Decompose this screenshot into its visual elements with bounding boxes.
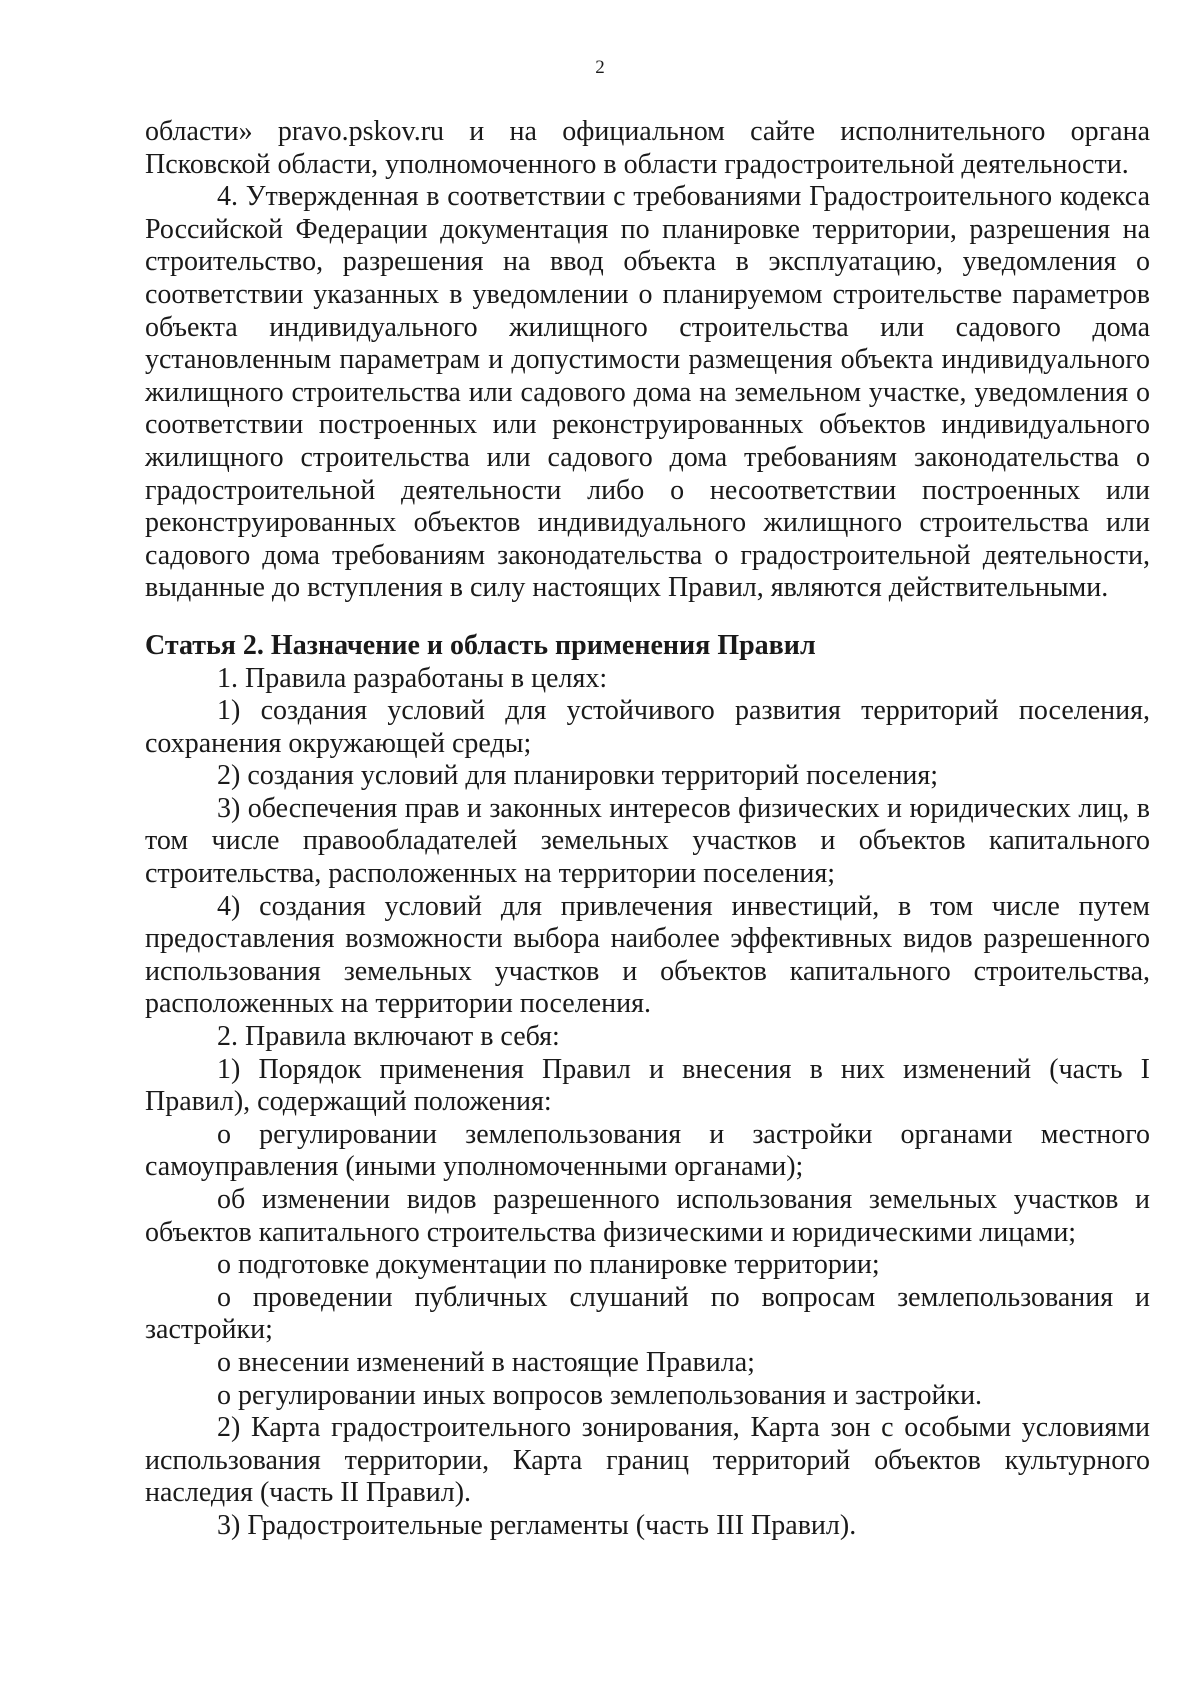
list-item: о проведении публичных слушаний по вопросам землепользования и застройки; — [145, 1281, 1150, 1346]
list-item: об изменении видов разрешенного использования земельных участков и объектов капитального строительства физическими и юридическими лицами; — [145, 1184, 1150, 1248]
list-item: 1. Правила разработаны в целях: — [217, 662, 608, 694]
paragraph-continuation: области» pravo.pskov.ru и на официальном сайте исполнительного органа Псковской области, уполномоченного в области градостроительной деятельности. — [145, 116, 1150, 180]
list-item: 3) обеспечения прав и законных интересов физических и юридических лиц, в том числе правообладателей земельных участков и объектов капитального строительства, расположенных на территории поселения; — [145, 792, 1150, 890]
paragraph-item-4: 4. Утвержденная в соответствии с требованиями Градостроительного кодекса Российской Федерации документация по планировке территории, разрешения на строительство, разрешения на ввод объекта в эксплуатацию, уведомления о соответствии указанных в уведомлении о планируемом строительстве параметров объекта индивидуального жилищного строительства или садового дома установленным параметрам и допустимости размещения объекта индивидуального жилищного строительства или садового дома на земельном участке, уведомления о соответствии построенных или реконструированных объектов индивидуального жилищного строительства или садового дома требованиям законодательства о градостроительной деятельности либо о несоответствии построенных или реконструированных объектов индивидуального жилищного строительства или садового дома требованиям законодательства о градостроительной деятельности, выданные до вступления в силу настоящих Правил, являются действительными. — [145, 181, 1150, 604]
list-item: 3) Градостроительные регламенты (часть III Правил). — [217, 1509, 857, 1541]
list-item: 4) создания условий для привлечения инвестиций, в том числе путем предоставления возможности выбора наиболее эффективных видов разрешенного использования земельных участков и объектов капитального строительства, расположенных на территории поселения. — [145, 890, 1150, 1020]
list-item: 2) Карта градостроительного зонирования, Карта зон с особыми условиями использования территории, Карта границ территорий объектов культурного наследия (часть II Правил). — [145, 1412, 1150, 1509]
list-item: о регулировании землепользования и застройки органами местного самоуправления (иными уполномоченными органами); — [145, 1118, 1150, 1183]
list-item: 2. Правила включают в себя: — [217, 1021, 560, 1053]
list-item: 1) создания условий для устойчивого развития территорий поселения, сохранения окружающей среды; — [145, 695, 1150, 759]
list-item: о подготовке документации по планировке территории; — [217, 1249, 880, 1281]
list-item: о регулировании иных вопросов землепользования и застройки. — [217, 1379, 983, 1411]
list-item: 1) Порядок применения Правил и внесения в них изменений (часть I Правил), содержащий положения: — [145, 1053, 1150, 1118]
list-item: 2) создания условий для планировки территорий поселения; — [217, 760, 939, 792]
article-heading: Статья 2. Назначение и область применения Правил — [145, 629, 816, 661]
list-item: о внесении изменений в настоящие Правила; — [217, 1346, 755, 1378]
page-number: 2 — [595, 57, 605, 78]
document-body — [145, 116, 1150, 1543]
